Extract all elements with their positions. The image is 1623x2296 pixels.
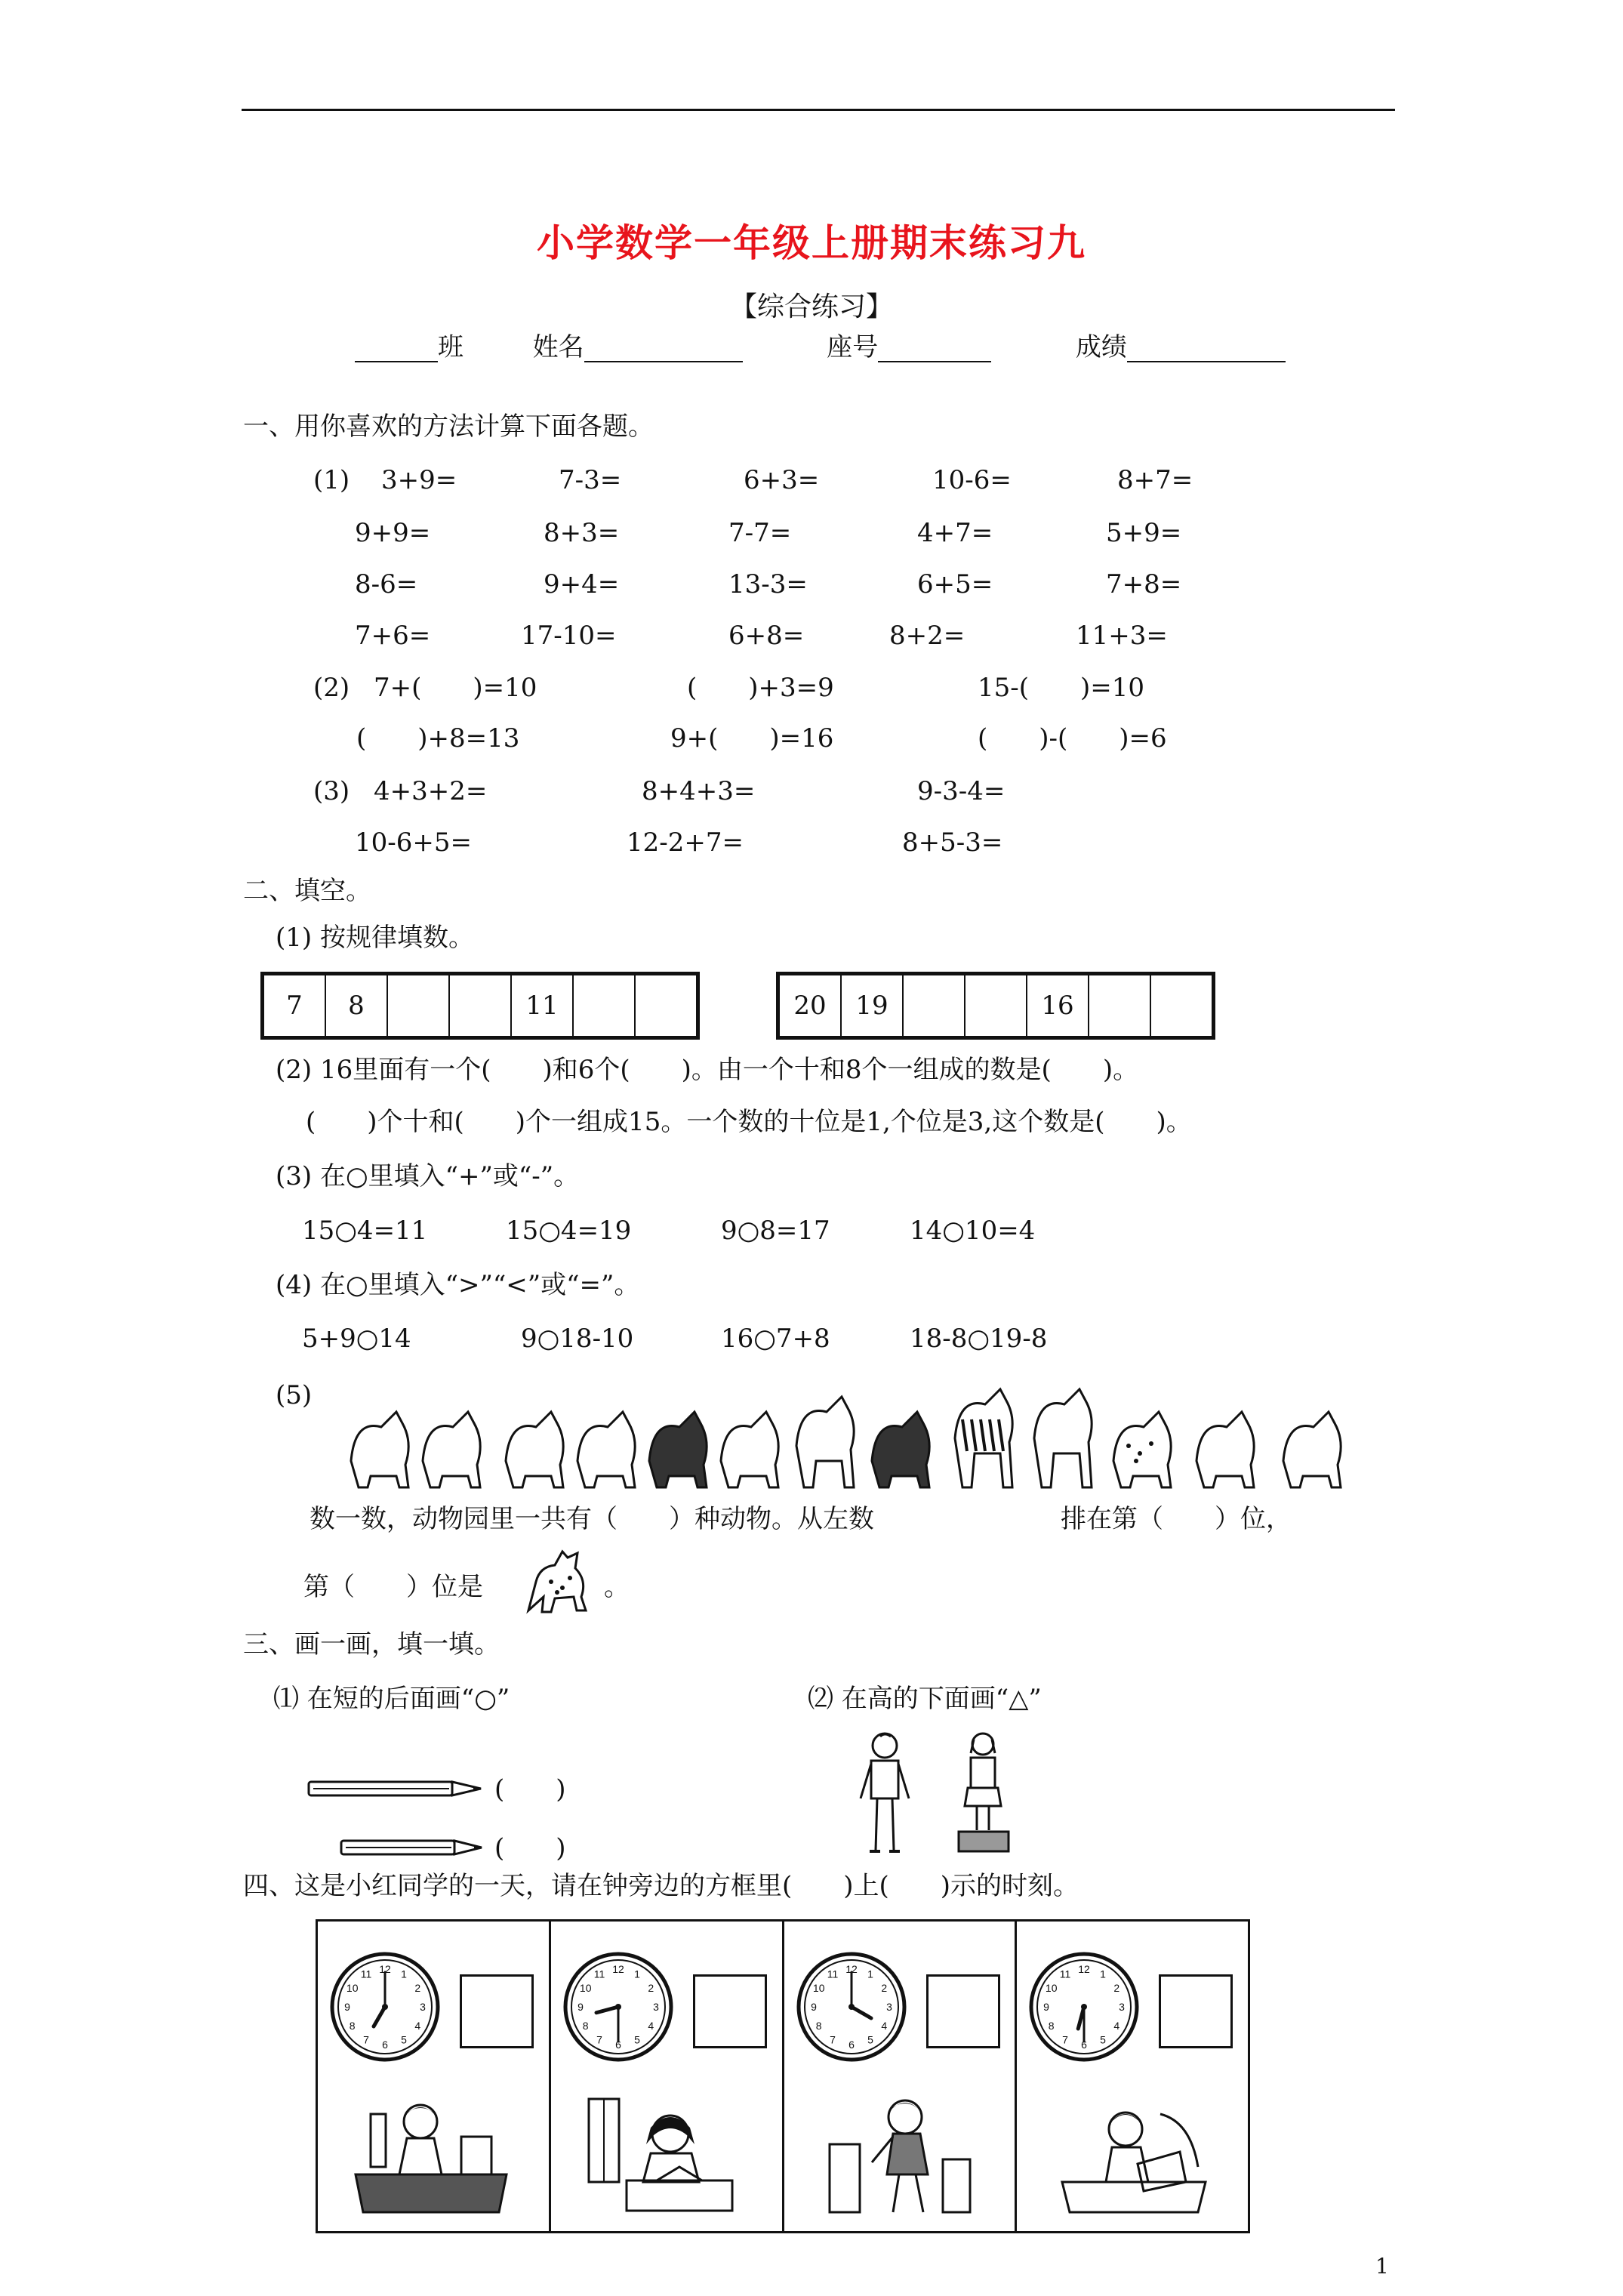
name-label: 姓名 [532,332,584,362]
s3-q2: ⑵ 在高的下面画“△” [808,1684,1042,1714]
calc-1-r4-c4: 8+2= [889,621,965,651]
sheep-icon [423,1412,480,1487]
student-info-line [355,332,1286,362]
time-answer-box-1[interactable] [460,1974,534,2048]
daily-clock-grid [316,1919,1250,2233]
seq1-cell-4[interactable] [450,975,512,1036]
calc-1-r1-c4: 10-6= [932,465,1012,495]
calc-3-r2-c1: 10-6+5= [355,827,472,858]
svg-text:3: 3 [1119,2001,1126,2013]
clock-panel-2 [551,1922,784,2231]
calc-1-r4-c5: 11+3= [1076,621,1168,651]
page-number: 1 [1375,2254,1389,2279]
clock-panel-3 [784,1922,1018,2231]
calc-1-r2-c4: 4+7= [917,518,993,548]
svg-text:2: 2 [880,1982,887,1994]
calc-2-r2-c1: ( )+8=13 [356,723,520,754]
svg-text:4: 4 [414,2020,421,2032]
s2-q2-line2: ( )个十和( )个一组成15。一个数的十位是1,个位是3,这个数是( )。 [306,1107,1192,1137]
seq2-cell-6[interactable] [1089,975,1151,1036]
calc-3-r1-c2: 8+4+3= [642,776,756,806]
svg-text:4: 4 [880,2020,887,2032]
calc-1-r2-c5: 5+9= [1106,518,1182,548]
s2-q4-item-1: 5+9○14 [302,1324,411,1354]
svg-text:9: 9 [344,2001,350,2013]
svg-text:2: 2 [1113,1982,1120,1994]
seat-blank[interactable] [878,335,991,362]
s2-q3-item-4: 14○10=4 [910,1216,1036,1246]
calc-1-r2-c1: 9+9= [355,518,431,548]
svg-text:8: 8 [582,2020,589,2032]
s3-q1: ⑴ 在短的后面画“○” [273,1684,510,1714]
bear-icon [872,1412,929,1487]
svg-text:3: 3 [652,2001,659,2013]
calc-1-r3-c3: 13-3= [728,569,808,599]
s2-q3-item-1: 15○4=11 [302,1216,428,1246]
svg-text:10: 10 [1046,1982,1058,1994]
score-blank[interactable] [1127,335,1286,362]
s1-part1-label: (1) [313,465,350,495]
section-2-heading: 二、填空。 [243,876,371,906]
calc-1-r2-c2: 8+3= [544,518,620,548]
time-answer-box-3[interactable] [926,1974,1000,2048]
seq1-cell-3[interactable] [388,975,450,1036]
calc-1-r1-c1: 3+9= [381,465,457,495]
rhino-icon [649,1412,707,1487]
name-blank[interactable] [584,335,743,362]
calc-1-r4-c1: 7+6= [355,621,431,651]
s1-part3-label: (3) [313,776,350,806]
seq2-cell-5: 16 [1027,975,1089,1036]
svg-text:6: 6 [614,2039,621,2051]
svg-text:5: 5 [1100,2033,1107,2046]
svg-text:1: 1 [401,1968,407,1980]
girl-reading-illustration [1047,2091,1213,2220]
s2-q4-item-3: 16○7+8 [721,1324,830,1354]
s2-q5-line2-b: 。 [604,1572,630,1602]
svg-text:1: 1 [867,1968,873,1980]
girl-playing-illustration [815,2091,981,2220]
clock-icon-half-past-six [1027,1950,1141,2063]
svg-text:11: 11 [360,1968,372,1980]
calc-2-r2-c2: 9+( )=16 [670,723,834,754]
s3-paren-2[interactable]: ( ) [494,1833,566,1863]
long-pencil-icon [306,1774,487,1804]
seq1-cell-6[interactable] [574,975,636,1036]
svg-text:4: 4 [1113,2020,1120,2032]
svg-text:12: 12 [611,1963,624,1975]
calc-1-r4-c2: 17-10= [521,621,617,651]
time-answer-box-2[interactable] [693,1974,767,2048]
svg-text:6: 6 [1081,2039,1088,2051]
s2-q2-line1: (2) 16里面有一个( )和6个( )。由一个十和8个一组成的数是( )。 [276,1055,1139,1085]
svg-text:2: 2 [648,1982,654,1994]
svg-text:7: 7 [596,2033,602,2046]
clock-panel-1 [318,1922,551,2231]
calc-1-r3-c1: 8-6= [355,569,418,599]
seq2-cell-2: 19 [842,975,904,1036]
s2-q5-line1-b: 排在第（ ）位， [1061,1504,1292,1534]
svg-text:3: 3 [420,2001,426,2013]
horse-icon [1283,1412,1341,1487]
calc-1-r1-c2: 7-3= [559,465,622,495]
class-blank[interactable] [355,335,438,362]
time-answer-box-4[interactable] [1159,1974,1233,2048]
seq1-cell-5: 11 [512,975,574,1036]
svg-text:11: 11 [1059,1968,1071,1980]
svg-text:8: 8 [1049,2020,1055,2032]
s2-q5-line2-a: 第（ ）位是 [303,1572,483,1602]
zoo-animals-illustration [343,1374,1366,1502]
svg-text:12: 12 [845,1963,858,1975]
svg-text:2: 2 [414,1982,421,1994]
s2-q1: (1) 按规律填数。 [276,923,474,953]
seq2-cell-7[interactable] [1151,975,1212,1036]
calc-2-r2-c3: ( )-( )=6 [978,723,1167,754]
frog-icon [721,1412,778,1487]
zebra-icon [955,1389,1012,1487]
leopard-icon [1113,1412,1171,1487]
svg-text:10: 10 [346,1982,359,1994]
svg-text:11: 11 [593,1968,605,1980]
calc-2-r1-c2: ( )+3=9 [687,673,834,703]
seq1-cell-7[interactable] [636,975,696,1036]
seq1-cell-2: 8 [326,975,388,1036]
svg-text:11: 11 [827,1968,838,1980]
svg-text:3: 3 [885,2001,892,2013]
two-children-height-illustration [853,1729,1038,1861]
score-label: 成绩 [1075,332,1127,362]
s2-q4-item-4: 18-8○19-8 [910,1324,1048,1354]
s2-q3: (3) 在○里填入“+”或“-”。 [276,1161,580,1191]
girl-studying-illustration [581,2091,747,2220]
svg-text:10: 10 [812,1982,824,1994]
short-pencil-icon [338,1833,489,1863]
page-subtitle: 【综合练习】 [729,291,893,322]
svg-text:9: 9 [1043,2001,1050,2013]
calc-3-r2-c3: 8+5-3= [902,827,1003,858]
deer-icon [1034,1389,1092,1487]
svg-text:9: 9 [810,2001,817,2013]
svg-text:6: 6 [848,2039,855,2051]
calc-1-r3-c5: 7+8= [1106,569,1182,599]
svg-text:9: 9 [577,2001,584,2013]
svg-text:4: 4 [648,2020,654,2032]
calc-1-r2-c3: 7-7= [728,518,792,548]
svg-text:12: 12 [379,1963,391,1975]
clock-panel-4 [1017,1922,1248,2231]
seq1-cell-1: 7 [264,975,326,1036]
clock-icon-7-oclock [328,1950,442,2063]
svg-text:1: 1 [633,1968,640,1980]
svg-text:7: 7 [1062,2033,1069,2046]
svg-text:6: 6 [382,2039,388,2051]
kangaroo-icon [1196,1412,1254,1487]
svg-text:8: 8 [349,2020,356,2032]
calc-3-r1-c3: 9-3-4= [917,776,1006,806]
svg-text:10: 10 [579,1982,592,1994]
svg-text:12: 12 [1078,1963,1091,1975]
sequence-box-2 [776,972,1215,1040]
calc-2-r1-c3: 15-( )=10 [978,673,1145,703]
calc-3-r2-c2: 12-2+7= [627,827,744,858]
section-3-heading: 三、画一画，填一填。 [243,1629,500,1660]
top-rule [242,109,1395,111]
svg-text:1: 1 [1100,1968,1107,1980]
page-title: 小学数学一年级上册期末练习九 [537,220,1086,265]
monkey-icon [351,1412,408,1487]
clock-icon-half-past-eight [562,1950,675,2063]
svg-text:5: 5 [401,2033,407,2046]
section-4-heading: 四、这是小红同学的一天，请在钟旁边的方框里( )上( )示的时刻。 [243,1871,1079,1901]
svg-text:5: 5 [867,2033,873,2046]
calc-3-r1-c1: 4+3+2= [374,776,488,806]
calc-1-r4-c3: 6+8= [728,621,805,651]
sequence-box-1 [260,972,700,1040]
seq2-cell-4[interactable] [965,975,1027,1036]
s2-q4: (4) 在○里填入“>”“<”或“=”。 [276,1270,640,1300]
s1-part2-label: (2) [313,673,350,703]
calc-2-r1-c1: 7+( )=10 [374,673,537,703]
s2-q4-item-2: 9○18-10 [521,1324,634,1354]
svg-text:7: 7 [363,2033,369,2046]
s2-q3-item-2: 15○4=19 [506,1216,632,1246]
s2-q5-label: (5) [276,1380,313,1410]
calc-1-r3-c2: 9+4= [544,569,620,599]
calc-1-r3-c4: 6+5= [917,569,993,599]
seq2-cell-1: 20 [780,975,842,1036]
seat-label: 座号 [827,332,879,362]
s2-q3-item-3: 9○8=17 [721,1216,830,1246]
s2-q5-line1-a: 数一数，动物园里一共有（ ）种动物。从左数 [310,1504,874,1534]
lion-icon [506,1412,563,1487]
section-1-heading: 一、用你喜欢的方法计算下面各题。 [243,411,654,442]
svg-text:5: 5 [633,2033,640,2046]
girl-waking-up-illustration [348,2091,514,2220]
leopard-icon [521,1544,596,1620]
dog-icon [577,1412,635,1487]
calc-1-r1-c3: 6+3= [744,465,820,495]
class-label: 班 [438,332,463,362]
seq2-cell-3[interactable] [904,975,965,1036]
camel-icon [796,1397,854,1487]
calc-1-r1-c5: 8+7= [1117,465,1193,495]
svg-text:8: 8 [815,2020,822,2032]
s3-paren-1[interactable]: ( ) [494,1774,566,1804]
clock-icon-4-oclock [795,1950,908,2063]
svg-text:7: 7 [829,2033,836,2046]
